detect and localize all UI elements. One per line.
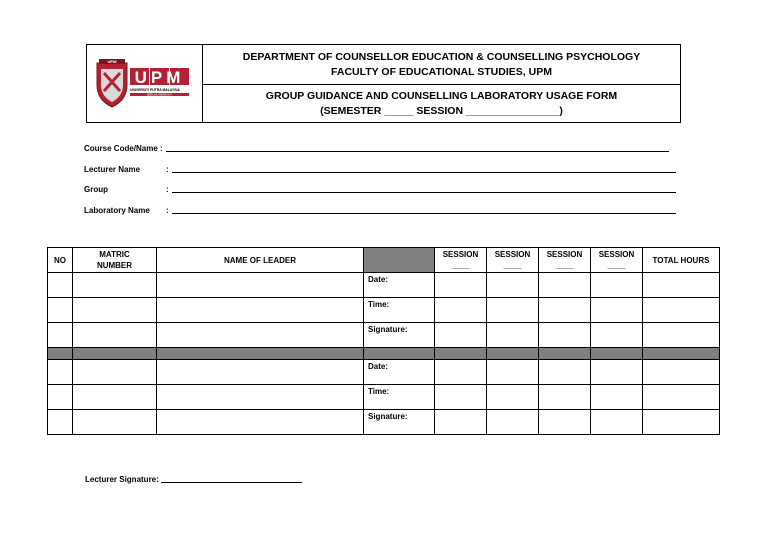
separator-cell xyxy=(364,348,435,360)
cell-matric[interactable] xyxy=(73,360,157,385)
separator-cell xyxy=(435,348,487,360)
cell-no[interactable] xyxy=(48,410,73,435)
cell-session[interactable] xyxy=(539,360,591,385)
table-row xyxy=(48,410,720,435)
field-colon: : xyxy=(166,165,169,174)
cell-total-hours[interactable] xyxy=(643,360,720,385)
table-header-row xyxy=(48,248,720,273)
form-header xyxy=(86,44,681,123)
usage-table xyxy=(47,247,720,435)
cell-leader[interactable] xyxy=(157,323,364,348)
header-title-block xyxy=(203,85,680,122)
session-label: SESSION xyxy=(598,250,635,259)
cell-no[interactable] xyxy=(48,323,73,348)
cell-signature-label: Signature: xyxy=(364,410,435,435)
separator-cell xyxy=(487,348,539,360)
cell-leader[interactable] xyxy=(157,360,364,385)
cell-session[interactable] xyxy=(487,360,539,385)
separator-cell xyxy=(73,348,157,360)
upm-logo xyxy=(87,45,203,122)
course-code-input-line[interactable] xyxy=(166,151,669,152)
separator-cell xyxy=(157,348,364,360)
lecturer-signature xyxy=(85,475,302,484)
cell-signature-label: Signature: xyxy=(364,323,435,348)
header-shaded xyxy=(364,248,435,273)
cell-total-hours[interactable] xyxy=(643,410,720,435)
lecturer-signature-line[interactable] xyxy=(161,482,302,483)
session-label: SESSION xyxy=(546,250,583,259)
field-group xyxy=(84,185,676,194)
cell-session[interactable] xyxy=(539,385,591,410)
form-title: GROUP GUIDANCE AND COUNSELLING LABORATORY USAGE FORM xyxy=(265,89,618,102)
cell-time-label: Time: xyxy=(364,385,435,410)
lecturer-signature-label: Lecturer Signature: xyxy=(85,475,159,484)
logo-shield-text: UPM xyxy=(107,59,117,64)
cell-session[interactable] xyxy=(591,273,643,298)
header-session-4 xyxy=(591,248,643,273)
header-department-block xyxy=(203,45,680,85)
cell-matric[interactable] xyxy=(73,385,157,410)
logo-motto: BERILMU BERBAKTI xyxy=(146,93,173,97)
semester-session-line: (SEMESTER _____ SESSION ________________) xyxy=(320,104,563,117)
cell-session[interactable] xyxy=(487,410,539,435)
logo-wordmark: UPM xyxy=(134,68,185,87)
cell-session[interactable] xyxy=(487,385,539,410)
cell-session[interactable] xyxy=(487,273,539,298)
session-blank: ____ xyxy=(503,261,522,270)
table-row xyxy=(48,323,720,348)
cell-session[interactable] xyxy=(435,410,487,435)
cell-total-hours[interactable] xyxy=(643,273,720,298)
cell-date-label: Date: xyxy=(364,273,435,298)
lecturer-name-input-line[interactable] xyxy=(172,172,676,173)
session-label: SESSION xyxy=(494,250,531,259)
group-input-line[interactable] xyxy=(172,192,676,193)
cell-total-hours[interactable] xyxy=(643,385,720,410)
cell-date-label: Date: xyxy=(364,360,435,385)
session-blank: ____ xyxy=(555,261,574,270)
cell-no[interactable] xyxy=(48,360,73,385)
field-label: Group xyxy=(84,185,108,194)
table-row xyxy=(48,360,720,385)
session-blank: ____ xyxy=(607,261,626,270)
session-blank: ____ xyxy=(451,261,470,270)
cell-session[interactable] xyxy=(435,273,487,298)
cell-matric[interactable] xyxy=(73,298,157,323)
cell-session[interactable] xyxy=(591,360,643,385)
cell-matric[interactable] xyxy=(73,273,157,298)
header-session-2 xyxy=(487,248,539,273)
cell-total-hours[interactable] xyxy=(643,298,720,323)
separator-cell xyxy=(539,348,591,360)
table-row xyxy=(48,273,720,298)
header-no: NO xyxy=(48,248,73,273)
department-name: DEPARTMENT OF COUNSELLOR EDUCATION & COUNSELLING PSYCHOLOGY xyxy=(242,50,641,63)
cell-session[interactable] xyxy=(539,323,591,348)
cell-no[interactable] xyxy=(48,273,73,298)
cell-session[interactable] xyxy=(539,273,591,298)
cell-session[interactable] xyxy=(539,410,591,435)
cell-leader[interactable] xyxy=(157,410,364,435)
separator-cell xyxy=(48,348,73,360)
table-row xyxy=(48,298,720,323)
cell-session[interactable] xyxy=(487,298,539,323)
header-session-1 xyxy=(435,248,487,273)
field-lecturer-name xyxy=(84,165,676,174)
cell-no[interactable] xyxy=(48,385,73,410)
cell-session[interactable] xyxy=(591,323,643,348)
separator-cell xyxy=(643,348,720,360)
cell-leader[interactable] xyxy=(157,385,364,410)
table-separator-row xyxy=(48,348,720,360)
cell-session[interactable] xyxy=(591,385,643,410)
laboratory-name-input-line[interactable] xyxy=(172,213,676,214)
field-course-code xyxy=(84,144,669,153)
cell-session[interactable] xyxy=(435,385,487,410)
separator-cell xyxy=(591,348,643,360)
cell-session[interactable] xyxy=(487,323,539,348)
cell-matric[interactable] xyxy=(73,410,157,435)
session-label: SESSION xyxy=(442,250,479,259)
cell-session[interactable] xyxy=(435,298,487,323)
header-matric-number: MATRIC NUMBER xyxy=(73,248,157,273)
field-label: Laboratory Name xyxy=(84,206,150,215)
field-colon: : xyxy=(166,206,169,215)
cell-leader[interactable] xyxy=(157,298,364,323)
cell-session[interactable] xyxy=(591,410,643,435)
field-label: Course Code/Name : xyxy=(84,144,163,153)
header-session-3 xyxy=(539,248,591,273)
field-label: Lecturer Name xyxy=(84,165,141,174)
cell-session[interactable] xyxy=(539,298,591,323)
header-name-of-leader: NAME OF LEADER xyxy=(157,248,364,273)
logo-cell xyxy=(87,45,203,122)
field-laboratory-name xyxy=(84,206,676,215)
table-row xyxy=(48,385,720,410)
header-total-hours: TOTAL HOURS xyxy=(643,248,720,273)
cell-leader[interactable] xyxy=(157,273,364,298)
cell-no[interactable] xyxy=(48,298,73,323)
faculty-name: FACULTY OF EDUCATIONAL STUDIES, UPM xyxy=(331,65,552,78)
cell-session[interactable] xyxy=(435,360,487,385)
cell-session[interactable] xyxy=(435,323,487,348)
logo-subtext: UNIVERSITI PUTRA MALAYSIA xyxy=(130,88,180,92)
cell-total-hours[interactable] xyxy=(643,323,720,348)
cell-time-label: Time: xyxy=(364,298,435,323)
cell-session[interactable] xyxy=(591,298,643,323)
field-colon: : xyxy=(166,185,169,194)
cell-matric[interactable] xyxy=(73,323,157,348)
